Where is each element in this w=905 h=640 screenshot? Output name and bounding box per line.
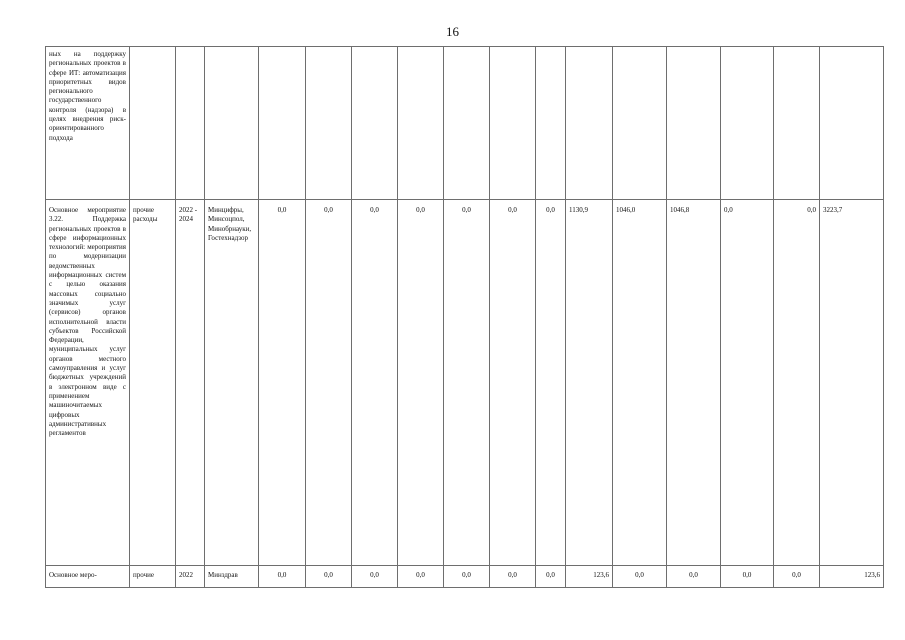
- budget-table: [45, 46, 884, 588]
- row-years: 2022 - 2024: [176, 200, 205, 566]
- row-description: ных на поддержку региональных проектов в сфере ИТ: автоматизация приоритетных видов регионального государственного контроля (надзора) в целях внедрения риск-ориентированного подхода: [46, 47, 130, 200]
- row-value-total: 123,6: [820, 566, 884, 588]
- row-value-total: 3223,7: [820, 200, 884, 566]
- row-years: 2022: [176, 566, 205, 588]
- row-value: 0,0: [613, 566, 667, 588]
- row-value: 0,0: [259, 566, 306, 588]
- row-value: 0,0: [306, 566, 352, 588]
- row-value: [536, 47, 566, 200]
- table-row: [46, 47, 884, 200]
- row-value: 0,0: [721, 566, 774, 588]
- row-value: 0,0: [444, 566, 490, 588]
- row-value: 0,0: [398, 200, 444, 566]
- row-value: 0,0: [667, 566, 721, 588]
- row-expense-type: [130, 47, 176, 200]
- row-value: 0,0: [536, 200, 566, 566]
- row-value: 0,0: [398, 566, 444, 588]
- row-value: 1130,9: [566, 200, 613, 566]
- row-value-total: [820, 47, 884, 200]
- row-value: [721, 47, 774, 200]
- row-value: 0,0: [721, 200, 774, 566]
- row-value: 0,0: [774, 200, 820, 566]
- row-executor: Минздрав: [205, 566, 259, 588]
- row-years: [176, 47, 205, 200]
- row-value: 0,0: [306, 200, 352, 566]
- row-expense-type: прочие: [130, 566, 176, 588]
- page-number: 16: [446, 24, 459, 39]
- row-value: [306, 47, 352, 200]
- row-value: 0,0: [259, 200, 306, 566]
- row-value: 0,0: [352, 200, 398, 566]
- row-executor: [205, 47, 259, 200]
- row-value: 0,0: [444, 200, 490, 566]
- row-value: [774, 47, 820, 200]
- row-expense-type: прочие расходы: [130, 200, 176, 566]
- table-row: [46, 200, 884, 566]
- row-description: Основное мероприятие 3.22. Поддержка региональных проектов в сфере информационных технологий: мероприятия по модернизации ведомственных информационных систем с целью оказания массовых социально значимых услуг (сервисов) органов исполнительной власти субъектов Российской Федерации, муниципальных услуг органов местного самоуправления и услуг бюджетных учреждений в электронном виде с применением машиночитаемых цифровых административных регламентов: [46, 200, 130, 566]
- row-executor: Минцифры, Минсоцпол, Минобрнауки, Гостехнадзор: [205, 200, 259, 566]
- row-value: [667, 47, 721, 200]
- table-row: [46, 566, 884, 588]
- row-value: 0,0: [536, 566, 566, 588]
- row-description: Основное меро-: [46, 566, 130, 588]
- row-value: 123,6: [566, 566, 613, 588]
- row-value: [444, 47, 490, 200]
- row-value: [259, 47, 306, 200]
- row-value: 1046,0: [613, 200, 667, 566]
- row-value: 0,0: [490, 200, 536, 566]
- row-value: 0,0: [352, 566, 398, 588]
- row-value: [613, 47, 667, 200]
- row-value: [566, 47, 613, 200]
- row-value: 0,0: [774, 566, 820, 588]
- row-value: [398, 47, 444, 200]
- row-value: [352, 47, 398, 200]
- row-value: 0,0: [490, 566, 536, 588]
- row-value: 1046,8: [667, 200, 721, 566]
- row-value: [490, 47, 536, 200]
